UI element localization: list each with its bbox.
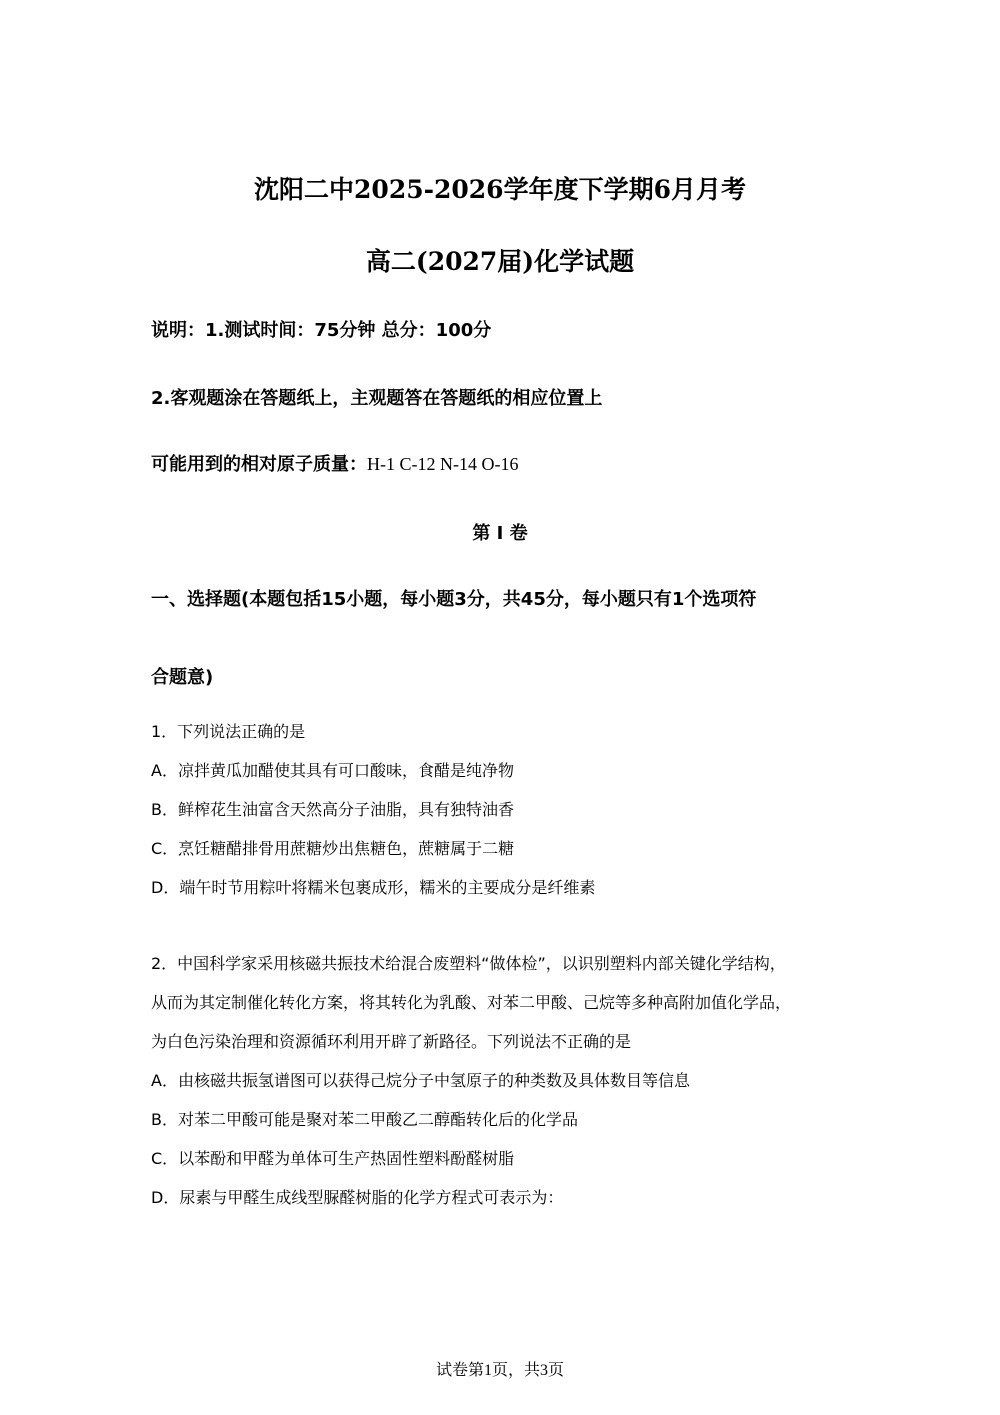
question-option-d: D．端午时节用粽叶将糯米包裹成形，糯米的主要成分是纤维素: [151, 878, 596, 897]
question-option-c: C．以苯酚和甲醛为单体可生产热固性塑料酚醛树脂: [151, 1149, 515, 1168]
question-option-c: C．烹饪糖醋排骨用蔗糖炒出焦糖色，蔗糖属于二糖: [151, 839, 515, 858]
instructions-answer-sheet: 2.客观题涂在答题纸上，主观题答在答题纸的相应位置上: [151, 388, 603, 409]
page-indicator: 试卷第1页，共3页: [435, 1362, 564, 1379]
instructions-time-score: 说明：1.测试时间：75分钟 总分：100分: [151, 320, 492, 341]
atomic-mass-line: [151, 450, 518, 476]
volume-label: 第 I 卷: [472, 523, 528, 544]
part-heading-continued: 合题意): [151, 667, 214, 688]
question-option-b: B．对苯二甲酸可能是聚对苯二甲酸乙二醇酯转化后的化学品: [151, 1110, 578, 1129]
part-heading: 一、选择题(本题包括15小题，每小题3分，共45分，每小题只有1个选项符: [151, 589, 757, 610]
question-stem-continued: 从而为其定制催化转化方案，将其转化为乳酸、对苯二甲酸、己烷等多种高附加值化学品，: [151, 993, 792, 1012]
exam-title: 沈阳二中2025-2026学年度下学期6月月考: [254, 175, 746, 204]
question-option-d: D．尿素与甲醛生成线型脲醛树脂的化学方程式可表示为：: [151, 1188, 564, 1207]
question-stem: 2．中国科学家采用核磁共振技术给混合废塑料“做体检”，以识别塑料内部关键化学结构，: [151, 954, 786, 973]
question-stem-continued: 为白色污染治理和资源循环利用开辟了新路径。下列说法不正确的是: [151, 1032, 632, 1051]
question-option-a: A．凉拌黄瓜加醋使其具有可口酸味，食醋是纯净物: [151, 761, 514, 780]
atomic-mass-label: 可能用到的相对原子质量：: [151, 454, 367, 475]
question-stem: 1．下列说法正确的是: [151, 722, 306, 741]
atomic-mass-values: H-1 C-12 N-14 O-16: [367, 454, 519, 474]
exam-subtitle: 高二(2027届)化学试题: [365, 247, 635, 276]
question-option-a: A．由核磁共振氢谱图可以获得己烷分子中氢原子的种类数及具体数目等信息: [151, 1071, 690, 1090]
question-option-b: B．鲜榨花生油富含天然高分子油脂，具有独特油香: [151, 800, 514, 819]
